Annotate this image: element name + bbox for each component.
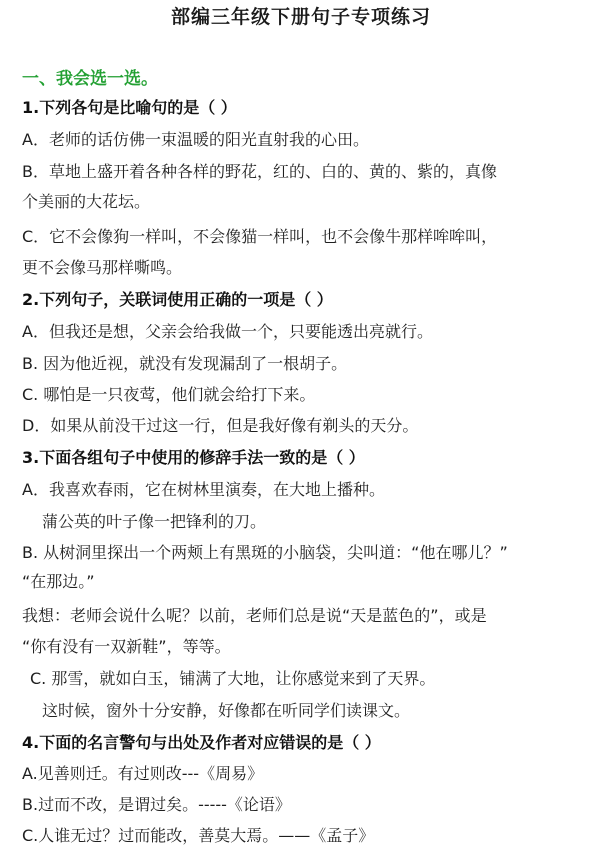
section-heading: 一、我会选一选。 <box>22 69 158 89</box>
question-1-option-c: C．它不会像狗一样叫，不会像猫一样叫，也不会像牛那样哞哞叫， <box>22 227 498 246</box>
question-3-option-c-cont: 这时候，窗外十分安静，好像都在听同学们读课文。 <box>42 701 411 720</box>
question-4-stem: 4.下面的名言警句与出处及作者对应错误的是（ ） <box>22 733 381 752</box>
question-3-option-b-cont1: “在那边。” <box>22 572 95 591</box>
question-4-option-a: A.见善则迁。有过则改---《周易》 <box>22 764 264 783</box>
question-2-option-d: D．如果从前没干过这一行，但是我好像有剃头的天分。 <box>22 416 419 435</box>
question-3-option-a: A．我喜欢春雨，它在树林里演奏，在大地上播种。 <box>22 480 385 499</box>
question-4-option-b: B.过而不改，是谓过矣。-----《论语》 <box>22 795 291 814</box>
question-1-stem: 1.下列各句是比喻句的是（ ） <box>22 98 237 117</box>
question-2-option-b: B. 因为他近视，就没有发现漏刮了一根胡子。 <box>22 354 348 373</box>
question-3-option-b: B. 从树洞里探出一个两颊上有黑斑的小脑袋，尖叫道：“他在哪儿？” <box>22 543 508 562</box>
question-3-option-a-cont: 蒲公英的叶子像一把锋利的刀。 <box>42 512 267 531</box>
question-3-option-c: C. 那雪，就如白玉，铺满了大地，让你感觉来到了天界。 <box>30 669 436 688</box>
question-3-option-b-cont3: “你有没有一双新鞋”，等等。 <box>22 637 231 656</box>
question-1-option-a: A．老师的话仿佛一束温暖的阳光直射我的心田。 <box>22 130 369 149</box>
question-1-option-c-cont: 更不会像马那样嘶鸣。 <box>22 258 183 277</box>
question-1-option-b: B．草地上盛开着各种各样的野花，红的、白的、黄的、紫的，真像 <box>22 162 497 181</box>
question-4-option-c: C.人谁无过？过而能改，善莫大焉。——《孟子》 <box>22 826 375 845</box>
question-2-stem: 2.下列句子，关联词使用正确的一项是（ ） <box>22 290 333 309</box>
question-3-stem: 3.下面各组句子中使用的修辞手法一致的是（ ） <box>22 448 365 467</box>
question-2-option-a: A．但我还是想，父亲会给我做一个，只要能透出亮就行。 <box>22 322 433 341</box>
page-title: 部编三年级下册句子专项练习 <box>170 6 431 28</box>
question-1-option-b-cont: 个美丽的大花坛。 <box>22 192 151 211</box>
question-2-option-c: C. 哪怕是一只夜莺，他们就会给打下来。 <box>22 385 316 404</box>
question-3-option-b-cont2: 我想：老师会说什么呢？以前，老师们总是说“天是蓝色的”，或是 <box>22 606 487 625</box>
